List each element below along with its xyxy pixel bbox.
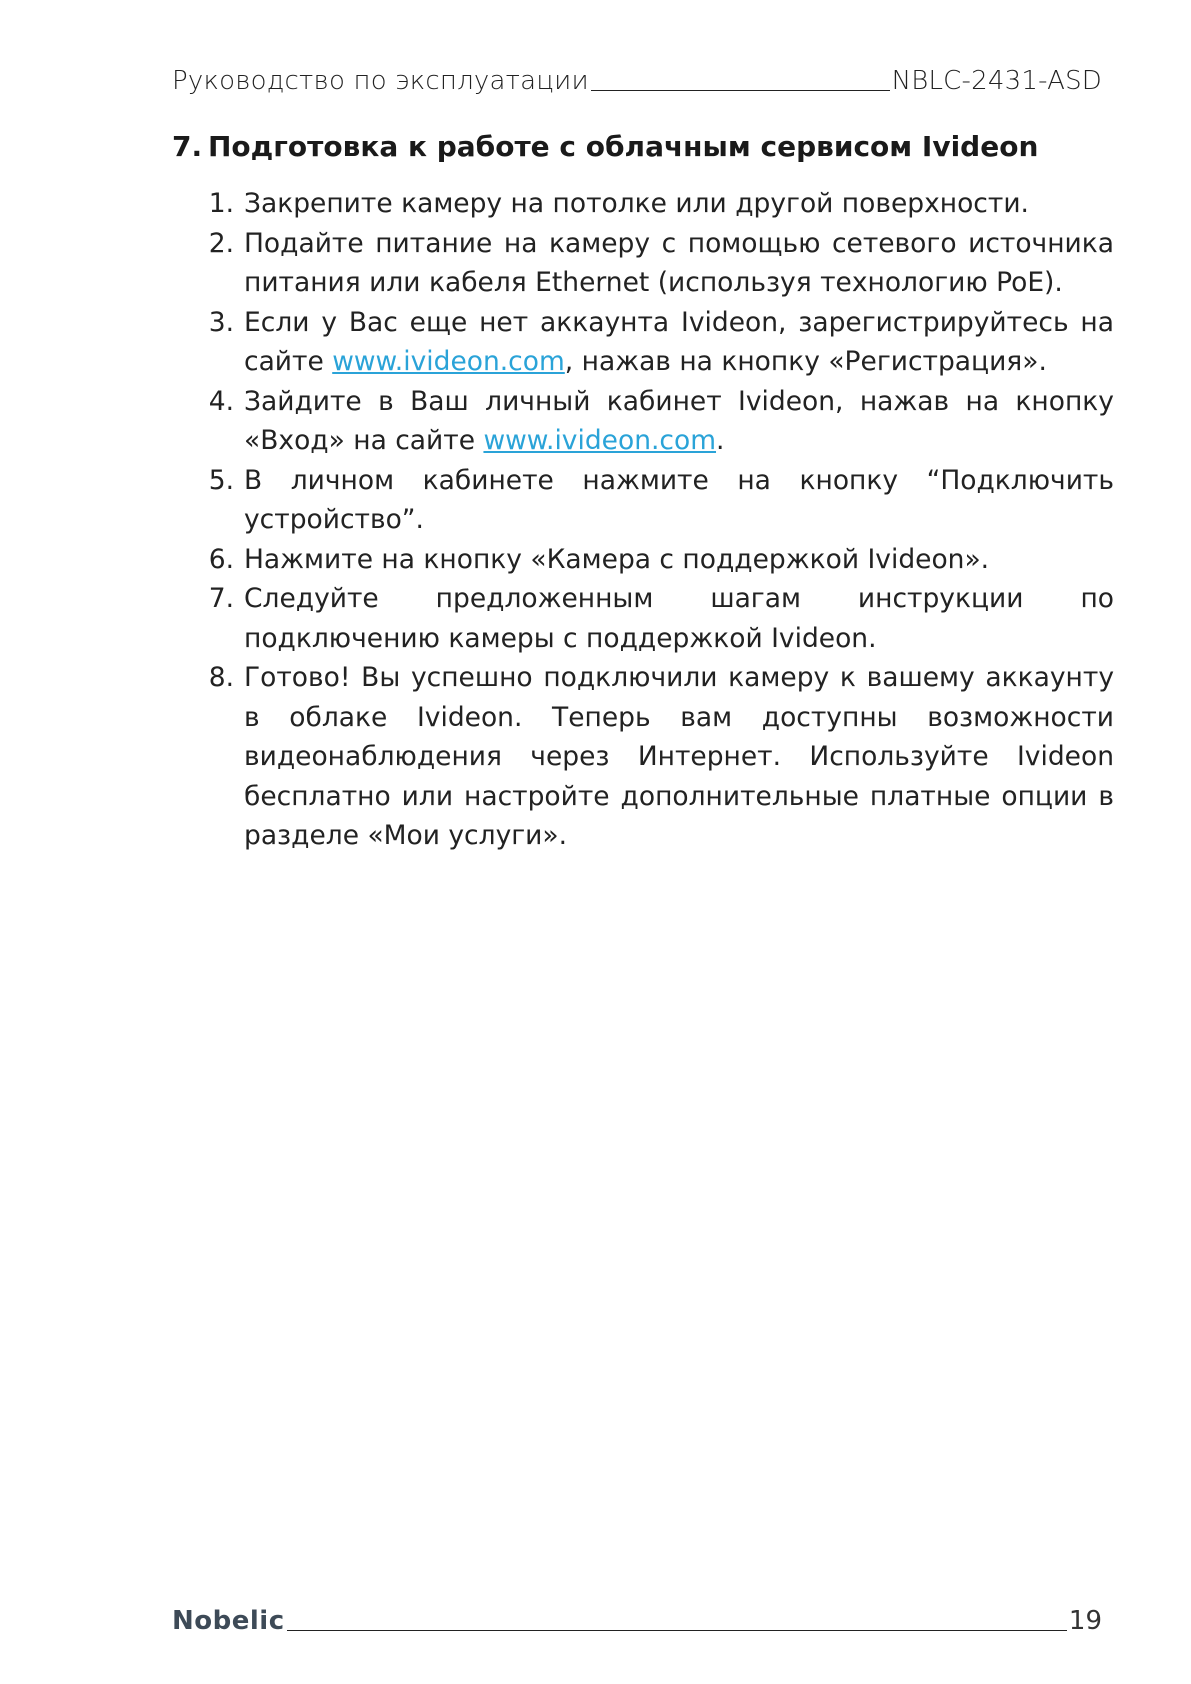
step-number: 6.: [208, 543, 234, 575]
step-text: [244, 303, 1114, 382]
step-text: [244, 382, 1114, 461]
page-header: [172, 56, 1102, 96]
model-number: NBLC-2431-ASD: [891, 66, 1102, 96]
footer-rule: [287, 1630, 1067, 1631]
step-number: 4.: [208, 385, 234, 417]
step-number: 1.: [208, 188, 234, 219]
ivideon-link[interactable]: www.ivideon.com: [483, 425, 717, 456]
step-item: [172, 303, 1114, 382]
step-text-before: Если у Вас еще нет аккаунта Ivideon, зарегистрируйтесь на сайте: [244, 306, 1114, 377]
step-text: Подайте питание на камеру с помощью сетевого источника питания или кабеля Ethernet (используя технологию PoE).: [244, 227, 1114, 298]
section-number: 7.: [172, 130, 203, 163]
step-text: Нажмите на кнопку «Камера с поддержкой Ivideon».: [244, 543, 990, 575]
section-title: Подготовка к работе с облачным сервисом Ivideon: [208, 130, 1039, 163]
step-number: 7.: [208, 583, 234, 614]
step-number: 2.: [208, 227, 234, 259]
step-item: [172, 382, 1114, 461]
step-text-after: .: [716, 425, 725, 456]
steps-list: [172, 184, 1114, 856]
step-item: [172, 224, 1114, 303]
step-text-before: Зайдите в Ваш личный кабинет Ivideon, нажав на кнопку «Вход» на сайте: [244, 385, 1114, 456]
step-text: Закрепите камеру на потолке или другой поверхности.: [244, 188, 1029, 219]
step-text: Следуйте предложенным шагам инструкции по подключению камеры с поддержкой Ivideon.: [244, 583, 1114, 654]
step-text: В личном кабинете нажмите на кнопку “Подключить устройство”.: [244, 464, 1114, 535]
header-rule: [591, 90, 890, 91]
page-number: 19: [1068, 1606, 1102, 1636]
step-number: 3.: [208, 306, 234, 338]
step-item: [172, 540, 1114, 580]
step-item: [172, 184, 1114, 224]
section-heading: [172, 130, 1102, 163]
ivideon-link[interactable]: www.ivideon.com: [332, 346, 565, 377]
step-text: Готово! Вы успешно подключили камеру к вашему аккаунту в облаке Ivideon. Теперь вам доступны возможности видеонаблюдения через Интернет. Используйте Ivideon бесплатно или настройте дополнительные платные опции в разделе «Мои услуги».: [244, 662, 1114, 851]
step-item: [172, 579, 1114, 658]
manual-title: Руководство по эксплуатации: [172, 66, 589, 96]
step-number: 8.: [208, 662, 234, 693]
step-text-after: , нажав на кнопку «Регистрация».: [564, 346, 1047, 377]
step-item: [172, 461, 1114, 540]
step-item: [172, 658, 1114, 856]
page-footer: [172, 1596, 1102, 1636]
brand-name: Nobelic: [172, 1606, 285, 1636]
step-number: 5.: [208, 464, 234, 496]
